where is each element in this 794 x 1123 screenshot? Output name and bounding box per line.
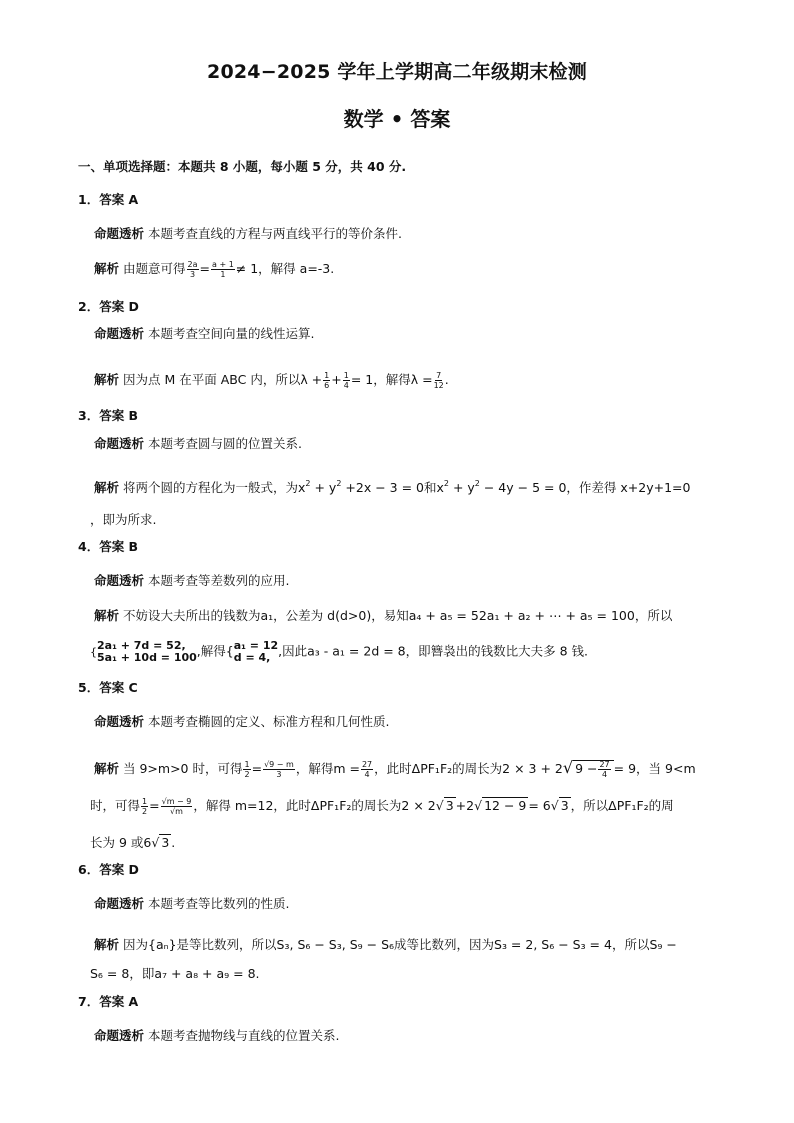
- q3-sup-1: 2: [305, 479, 311, 488]
- q5-analysis-line1: 解析 当 9>m>0 时，可得 $\frac{1}{2}$ = $\frac{√9 - m}{3}$ ，解得m = $\frac{27}{4}$ ，此时ΔPF₁F₂的周长为2 × 3 + 2√ 9 − $\frac{27}{4}$ = 9，当 9<m: [94, 758, 696, 779]
- section-heading: 一、单项选择题：本题共 8 小题，每小题 5 分，共 40 分.: [78, 159, 407, 174]
- q4-solve: ,解得{: [196, 643, 234, 659]
- q4-analysis-line1: 不妨设大夫所出的钱数为a₁，公差为 d(d>0)，易知a₄ + a₅ = 52a₁ + a₂ + ⋯ + a₅ = 100，所以: [123, 608, 673, 623]
- q1-intent-text: 本题考查直线的方程与两直线平行的等价条件.: [148, 226, 402, 241]
- q4-analysis: [94, 606, 672, 624]
- intent-label: 命题透析: [94, 226, 145, 241]
- q1-analysis-end: ≠ 1，解得 a=-3.: [235, 261, 335, 276]
- q5-m-frac: $\frac{27}{4}$: [361, 760, 373, 779]
- q4-intent: [94, 571, 289, 589]
- intent-label: 命题透析: [94, 436, 145, 451]
- q1-intent: [94, 224, 402, 242]
- q4-system-2: a₁ = 12 d = 4,: [233, 639, 279, 664]
- q5-intent-text: 本题考查椭圆的定义、标准方程和几何性质.: [148, 714, 390, 729]
- q2-analysis-mid: = 1，解得λ =: [350, 372, 433, 387]
- q5-sqrt-1: 9 − $\frac{27}{4}$: [573, 760, 614, 776]
- analysis-label: 解析: [94, 261, 120, 276]
- q6-analysis-line1: 因为{aₙ}是等比数列，所以S₃, S₆ − S₃, S₉ − S₆成等比数列，因为S₃ = 2, S₆ − S₃ = 4，所以S₉ −: [123, 937, 677, 952]
- q7-answer: 7．答案 A: [78, 994, 139, 1009]
- q3-sup-3: 2: [443, 479, 449, 488]
- q1-frac-2: $\frac{a + 1}{1}$: [212, 260, 234, 279]
- q6-analysis: [94, 935, 677, 953]
- q6-answer: 6．答案 D: [78, 862, 139, 877]
- q5-root-frac-1: $\frac{√9 - m}{3}$: [264, 760, 294, 779]
- q2-intent-text: 本题考查空间向量的线性运算.: [148, 326, 315, 341]
- q3-mid-3: + y: [448, 480, 475, 495]
- q6-analysis-line2: S₆ = 8，即a₇ + a₈ + a₉ = 8.: [90, 966, 260, 981]
- q2-intent: [94, 324, 314, 342]
- q3-mid-2: +2x − 3 = 0和x: [341, 480, 444, 495]
- q3-answer: 3．答案 B: [78, 408, 139, 423]
- analysis-label: 解析: [94, 480, 120, 495]
- q6-intent: [94, 894, 289, 912]
- q4-analysis-line2: { 2a₁ + 7d = 52, 5a₁ + 10d = 100 ,解得{ a₁ = 12 d = 4, ,因此a₃ - a₁ = 2d = 8，即簪袅出的钱数比大夫多 8 钱.: [90, 639, 588, 664]
- q2-plus: +: [331, 372, 342, 387]
- q5-half-frac: $\frac{1}{2}$: [244, 760, 250, 779]
- intent-label: 命题透析: [94, 326, 145, 341]
- q1-frac-1: $\frac{2a}{3}$: [187, 260, 198, 279]
- analysis-label: 解析: [94, 608, 120, 623]
- q2-frac-1: $\frac{1}{6}$: [324, 371, 330, 390]
- page-title: 2024−2025 学年上学期高二年级期末检测: [207, 61, 587, 83]
- q5-analysis-line3: 长为 9 或6√ 3 .: [90, 835, 176, 850]
- q3-intent: [94, 434, 302, 452]
- q3-analysis: [94, 478, 690, 496]
- q3-mid-4: − 4y − 5 = 0，作差得 x+2y+1=0: [479, 480, 691, 495]
- intent-label: 命题透析: [94, 1028, 145, 1043]
- q5-intent: [94, 712, 389, 730]
- analysis-label: 解析: [94, 937, 120, 952]
- q5-root-frac-2: $\frac{√m - 9}{√m}$: [161, 797, 192, 816]
- page-subtitle: 数学 • 答案: [343, 107, 451, 131]
- intent-label: 命题透析: [94, 896, 145, 911]
- q1-analysis-pre: 由题意可得: [123, 261, 186, 276]
- intent-label: 命题透析: [94, 573, 145, 588]
- q2-answer: 2．答案 D: [78, 299, 139, 314]
- q2-analysis-pre: 因为点 M 在平面 ABC 内，所以λ +: [123, 372, 323, 387]
- q1-answer: 1．答案 A: [78, 192, 139, 207]
- q3-analysis-line2: ，即为所求.: [90, 512, 157, 527]
- q2-frac-2: $\frac{1}{4}$: [343, 371, 349, 390]
- q1-eq: =: [199, 261, 210, 276]
- q7-intent-text: 本题考查抛物线与直线的位置关系.: [148, 1028, 340, 1043]
- q5-half-frac-2: $\frac{1}{2}$: [142, 797, 148, 816]
- q5-analysis-line2: 时，可得 $\frac{1}{2}$ = $\frac{√m - 9}{√m}$ ，解得 m=12，此时ΔPF₁F₂的周长为2 × 2√ 3 +2√ 12 − 9 = 6√ 3 ，所以ΔPF₁F₂的周: [90, 797, 674, 816]
- analysis-label: 解析: [94, 761, 120, 776]
- q2-frac-3: $\frac{7}{12}$: [433, 371, 444, 390]
- q3-mid-1: + y: [310, 480, 337, 495]
- q7-intent: [94, 1026, 339, 1044]
- q4-answer: 4．答案 B: [78, 539, 139, 554]
- q4-intent-text: 本题考查等差数列的应用.: [148, 573, 290, 588]
- analysis-label: 解析: [94, 372, 120, 387]
- q3-sup-4: 2: [474, 479, 480, 488]
- intent-label: 命题透析: [94, 714, 145, 729]
- q6-intent-text: 本题考查等比数列的性质.: [148, 896, 290, 911]
- q5-answer: 5．答案 C: [78, 680, 138, 695]
- q3-analysis-pre: 将两个圆的方程化为一般式，为x: [123, 480, 306, 495]
- q2-end: .: [444, 372, 449, 387]
- q3-intent-text: 本题考查圆与圆的位置关系.: [148, 436, 302, 451]
- q4-system-1: 2a₁ + 7d = 52, 5a₁ + 10d = 100: [97, 639, 197, 664]
- q3-sup-2: 2: [336, 479, 342, 488]
- q4-analysis-end: ,因此a₃ - a₁ = 2d = 8，即簪袅出的钱数比大夫多 8 钱.: [278, 643, 588, 659]
- q1-analysis: [94, 259, 334, 279]
- q2-analysis: [94, 370, 449, 390]
